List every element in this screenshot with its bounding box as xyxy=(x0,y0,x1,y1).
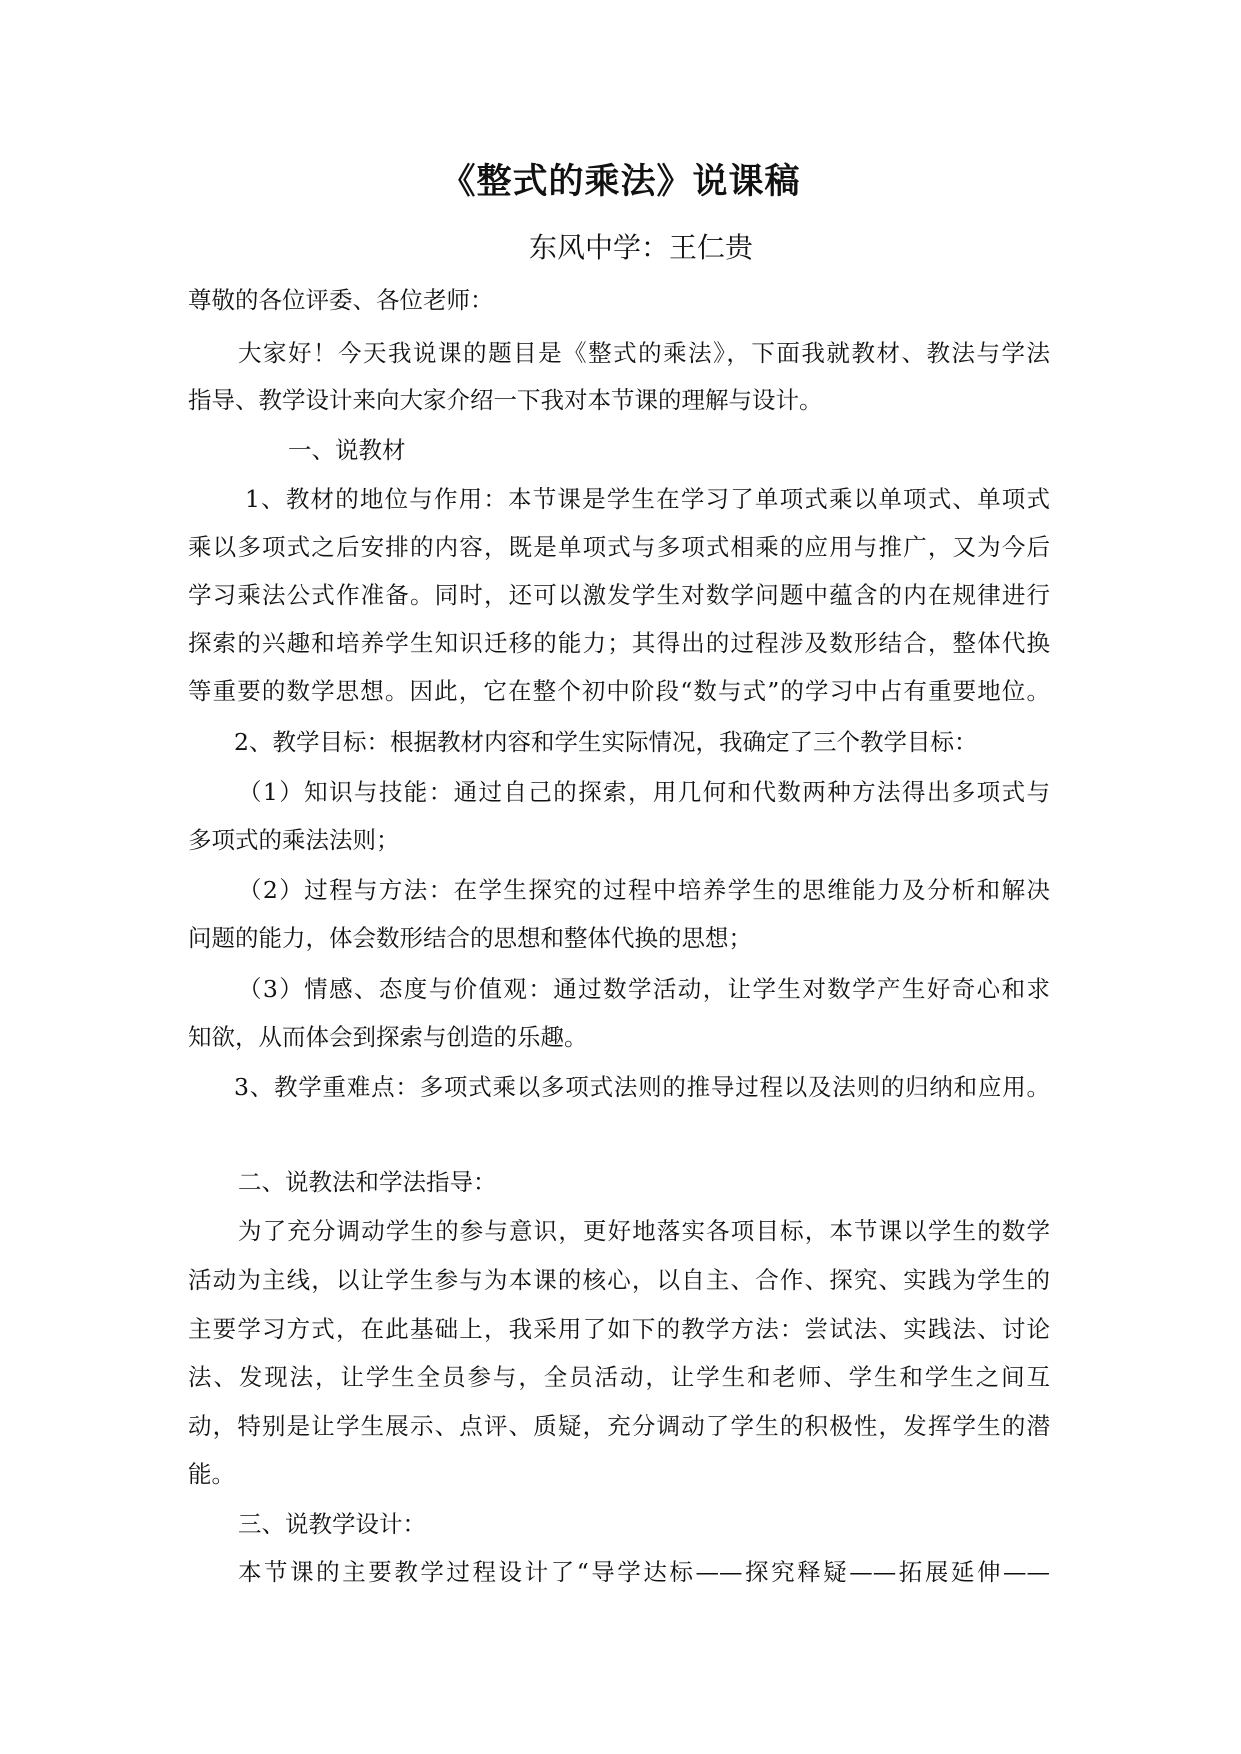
paragraph-line: 乘以多项式之后安排的内容，既是单项式与多项式相乘的应用与推广，又为今后 xyxy=(188,533,1050,561)
paragraph-line: 知欲，从而体会到探索与创造的乐趣。 xyxy=(188,1023,588,1051)
paragraph-line: 为了充分调动学生的参与意识，更好地落实各项目标，本节课以学生的数学 xyxy=(238,1217,1050,1245)
salutation: 尊敬的各位评委、各位老师： xyxy=(188,286,494,314)
section-heading: 一、说教材 xyxy=(288,436,406,464)
paragraph-line: 探索的兴趣和培养学生知识迁移的能力；其得出的过程涉及数形结合，整体代换 xyxy=(188,629,1050,657)
paragraph-line: 2、教学目标：根据教材内容和学生实际情况，我确定了三个教学目标： xyxy=(234,728,978,756)
document-title: 《整式的乘法》说课稿 xyxy=(440,161,801,202)
paragraph-line: 问题的能力，体会数形结合的思想和整体代换的思想； xyxy=(188,924,752,952)
paragraph-line: 3、教学重难点：多项式乘以多项式法则的推导过程以及法则的归纳和应用。 xyxy=(234,1073,1050,1101)
paragraph-line: 学习乘法公式作准备。同时，还可以激发学生对数学问题中蕴含的内在规律进行 xyxy=(188,581,1050,609)
paragraph-line: 主要学习方式，在此基础上，我采用了如下的教学方法：尝试法、实践法、讨论 xyxy=(188,1315,1050,1343)
paragraph-line: 指导、教学设计来向大家介绍一下我对本节课的理解与设计。 xyxy=(188,386,823,414)
paragraph-line: 活动为主线，以让学生参与为本课的核心，以自主、合作、探究、实践为学生的 xyxy=(188,1266,1050,1294)
author-line: 东风中学：王仁贵 xyxy=(528,231,753,264)
section-heading: 三、说教学设计： xyxy=(238,1510,426,1538)
paragraph-line: （3）情感、态度与价值观：通过数学活动，让学生对数学产生好奇心和求 xyxy=(238,975,1050,1003)
paragraph-line: 本节课的主要教学过程设计了“导学达标——探究释疑——拓展延伸—— xyxy=(238,1558,1050,1586)
paragraph-line: 动，特别是让学生展示、点评、质疑，充分调动了学生的积极性，发挥学生的潜 xyxy=(188,1412,1050,1440)
paragraph-line: 法、发现法，让学生全员参与，全员活动，让学生和老师、学生和学生之间互 xyxy=(188,1363,1050,1391)
paragraph-line: 多项式的乘法法则； xyxy=(188,826,400,854)
paragraph-line: （2）过程与方法：在学生探究的过程中培养学生的思维能力及分析和解决 xyxy=(238,876,1050,904)
paragraph-line: 能。 xyxy=(188,1460,235,1488)
paragraph-line: 大家好！今天我说课的题目是《整式的乘法》，下面我就教材、教法与学法 xyxy=(238,339,1050,367)
paragraph-line: 1、教材的地位与作用：本节课是学生在学习了单项式乘以单项式、单项式 xyxy=(245,485,1050,513)
paragraph-line: （1）知识与技能：通过自己的探索，用几何和代数两种方法得出多项式与 xyxy=(238,778,1050,806)
paragraph-line: 等重要的数学思想。因此，它在整个初中阶段“数与式”的学习中占有重要地位。 xyxy=(188,677,1050,705)
section-heading: 二、说教法和学法指导： xyxy=(238,1168,497,1196)
